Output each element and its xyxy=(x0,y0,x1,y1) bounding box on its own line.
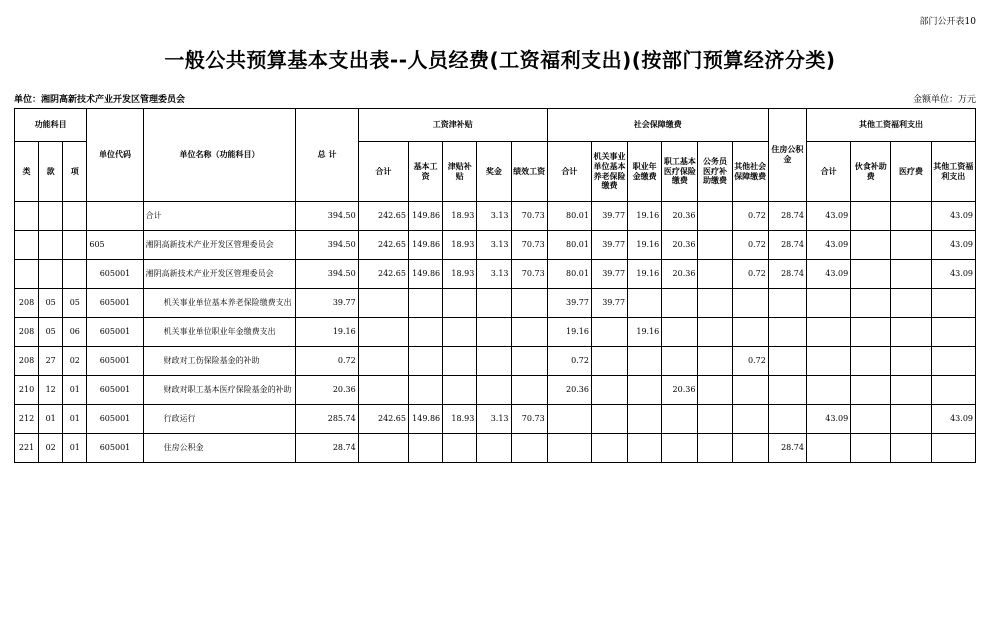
cell-kuan xyxy=(39,260,63,289)
cell-bonus xyxy=(477,289,511,318)
header-medical-fee: 医疗费 xyxy=(891,142,931,202)
cell-med-fee xyxy=(891,376,931,405)
cell-name: 合计 xyxy=(143,202,296,231)
cell-name: 行政运行 xyxy=(143,405,296,434)
cell-civil-med xyxy=(698,202,732,231)
cell-med-fee xyxy=(891,231,931,260)
cell-lei xyxy=(15,202,39,231)
cell-lei: 208 xyxy=(15,318,39,347)
cell-other-social: 0.72 xyxy=(732,202,768,231)
cell-other-welfare xyxy=(931,376,975,405)
cell-xiang xyxy=(63,231,87,260)
cell-perf: 70.73 xyxy=(511,405,547,434)
header-other-welfare: 其他工资福利支出 xyxy=(931,142,975,202)
cell-xiang: 01 xyxy=(63,434,87,463)
unit-label: 单位：湘阴高新技术产业开发区管理委员会 xyxy=(14,95,186,105)
header-func-subject: 功能科目 xyxy=(15,109,87,142)
cell-total: 394.50 xyxy=(296,260,358,289)
cell-xiang: 05 xyxy=(63,289,87,318)
cell-code xyxy=(87,202,143,231)
cell-housing xyxy=(768,405,806,434)
cell-xiang: 06 xyxy=(63,318,87,347)
cell-basic: 149.86 xyxy=(408,405,442,434)
cell-code: 605001 xyxy=(87,260,143,289)
header-meal: 伙食补助费 xyxy=(851,142,891,202)
cell-other-welfare xyxy=(931,318,975,347)
cell-medical xyxy=(662,347,698,376)
cell-xiang: 02 xyxy=(63,347,87,376)
cell-perf xyxy=(511,318,547,347)
header-other-group: 其他工资福利支出 xyxy=(806,109,975,142)
cell-civil-med xyxy=(698,376,732,405)
header-wage-total: 合计 xyxy=(358,142,408,202)
cell-pension xyxy=(591,405,627,434)
cell-annuity xyxy=(628,405,662,434)
cell-other-welfare: 43.09 xyxy=(931,231,975,260)
cell-other-total xyxy=(806,347,850,376)
cell-other-welfare xyxy=(931,434,975,463)
cell-code: 605001 xyxy=(87,289,143,318)
cell-xiang xyxy=(63,260,87,289)
cell-basic xyxy=(408,289,442,318)
cell-civil-med xyxy=(698,347,732,376)
cell-social-total: 39.77 xyxy=(547,289,591,318)
cell-other-social xyxy=(732,434,768,463)
cell-med-fee xyxy=(891,202,931,231)
cell-allow: 18.93 xyxy=(443,231,477,260)
cell-pension: 39.77 xyxy=(591,289,627,318)
cell-pension xyxy=(591,434,627,463)
cell-code: 605001 xyxy=(87,434,143,463)
cell-name: 财政对工伤保险基金的补助 xyxy=(143,347,296,376)
cell-civil-med xyxy=(698,231,732,260)
cell-name: 湘阴高新技术产业开发区管理委员会 xyxy=(143,231,296,260)
cell-other-welfare: 43.09 xyxy=(931,260,975,289)
cell-basic: 149.86 xyxy=(408,231,442,260)
header-unit-name: 单位名称（功能科目） xyxy=(143,109,296,202)
cell-code: 605 xyxy=(87,231,143,260)
cell-housing xyxy=(768,347,806,376)
cell-kuan: 05 xyxy=(39,289,63,318)
cell-med-fee xyxy=(891,260,931,289)
cell-code: 605001 xyxy=(87,405,143,434)
header-wage-group: 工资津补贴 xyxy=(358,109,547,142)
cell-medical xyxy=(662,318,698,347)
cell-kuan xyxy=(39,202,63,231)
cell-bonus: 3.13 xyxy=(477,405,511,434)
cell-annuity: 19.16 xyxy=(628,318,662,347)
cell-wage-total xyxy=(358,289,408,318)
cell-xiang: 01 xyxy=(63,376,87,405)
table-row xyxy=(15,405,976,434)
cell-perf: 70.73 xyxy=(511,260,547,289)
cell-meal xyxy=(851,260,891,289)
cell-xiang xyxy=(63,202,87,231)
header-lei: 类 xyxy=(15,142,39,202)
cell-basic xyxy=(408,318,442,347)
cell-pension: 39.77 xyxy=(591,260,627,289)
amount-unit-label: 金额单位：万元 xyxy=(912,95,976,105)
cell-other-welfare xyxy=(931,347,975,376)
header-social-group: 社会保障缴费 xyxy=(547,109,768,142)
cell-medical xyxy=(662,289,698,318)
cell-wage-total: 242.65 xyxy=(358,202,408,231)
cell-lei xyxy=(15,231,39,260)
cell-perf: 70.73 xyxy=(511,231,547,260)
cell-civil-med xyxy=(698,434,732,463)
cell-housing xyxy=(768,289,806,318)
cell-other-welfare: 43.09 xyxy=(931,405,975,434)
cell-other-total: 43.09 xyxy=(806,231,850,260)
cell-other-social xyxy=(732,289,768,318)
cell-other-social xyxy=(732,318,768,347)
header-unit-code: 单位代码 xyxy=(87,109,143,202)
cell-wage-total xyxy=(358,347,408,376)
cell-housing: 28.74 xyxy=(768,434,806,463)
cell-pension xyxy=(591,347,627,376)
cell-lei xyxy=(15,260,39,289)
cell-basic xyxy=(408,376,442,405)
cell-kuan xyxy=(39,231,63,260)
cell-total: 0.72 xyxy=(296,347,358,376)
cell-basic: 149.86 xyxy=(408,260,442,289)
header-basic-wage: 基本工资 xyxy=(408,142,442,202)
cell-pension: 39.77 xyxy=(591,202,627,231)
header-social-total: 合计 xyxy=(547,142,591,202)
table-row xyxy=(15,260,976,289)
header-pension: 机关事业单位基本养老保险缴费 xyxy=(591,142,627,202)
cell-meal xyxy=(851,318,891,347)
cell-meal xyxy=(851,202,891,231)
cell-other-welfare: 43.09 xyxy=(931,202,975,231)
cell-housing: 28.74 xyxy=(768,260,806,289)
header-bonus: 奖金 xyxy=(477,142,511,202)
cell-annuity: 19.16 xyxy=(628,260,662,289)
header-kuan: 款 xyxy=(39,142,63,202)
cell-annuity xyxy=(628,434,662,463)
cell-kuan: 27 xyxy=(39,347,63,376)
cell-perf: 70.73 xyxy=(511,202,547,231)
header-xiang: 项 xyxy=(63,142,87,202)
cell-med-fee xyxy=(891,318,931,347)
cell-wage-total xyxy=(358,434,408,463)
cell-xiang: 01 xyxy=(63,405,87,434)
table-row xyxy=(15,202,976,231)
cell-total: 28.74 xyxy=(296,434,358,463)
cell-wage-total: 242.65 xyxy=(358,231,408,260)
cell-social-total xyxy=(547,405,591,434)
header-medical: 职工基本医疗保险缴费 xyxy=(662,142,698,202)
cell-medical: 20.36 xyxy=(662,260,698,289)
cell-meal xyxy=(851,289,891,318)
cell-wage-total xyxy=(358,318,408,347)
cell-medical xyxy=(662,434,698,463)
table-row xyxy=(15,376,976,405)
cell-lei: 208 xyxy=(15,289,39,318)
cell-allow xyxy=(443,318,477,347)
cell-pension xyxy=(591,376,627,405)
cell-social-total: 80.01 xyxy=(547,231,591,260)
cell-name: 财政对职工基本医疗保险基金的补助 xyxy=(143,376,296,405)
cell-other-total: 43.09 xyxy=(806,202,850,231)
cell-allow: 18.93 xyxy=(443,202,477,231)
cell-perf xyxy=(511,289,547,318)
cell-medical xyxy=(662,405,698,434)
cell-allow: 18.93 xyxy=(443,260,477,289)
cell-allow xyxy=(443,434,477,463)
cell-wage-total xyxy=(358,376,408,405)
cell-other-welfare xyxy=(931,289,975,318)
cell-other-total xyxy=(806,376,850,405)
cell-total: 394.50 xyxy=(296,231,358,260)
cell-other-total xyxy=(806,289,850,318)
budget-table xyxy=(14,108,976,463)
cell-civil-med xyxy=(698,318,732,347)
cell-annuity: 19.16 xyxy=(628,202,662,231)
cell-lei: 210 xyxy=(15,376,39,405)
cell-housing xyxy=(768,376,806,405)
cell-perf xyxy=(511,434,547,463)
cell-total: 39.77 xyxy=(296,289,358,318)
table-row xyxy=(15,347,976,376)
cell-meal xyxy=(851,376,891,405)
cell-annuity xyxy=(628,376,662,405)
cell-wage-total: 242.65 xyxy=(358,405,408,434)
cell-civil-med xyxy=(698,405,732,434)
cell-bonus xyxy=(477,434,511,463)
header-other-total: 合计 xyxy=(806,142,850,202)
table-row xyxy=(15,318,976,347)
cell-allow xyxy=(443,376,477,405)
cell-civil-med xyxy=(698,289,732,318)
cell-kuan: 01 xyxy=(39,405,63,434)
page-title: 一般公共预算基本支出表--人员经费(工资福利支出)(按部门预算经济分类) xyxy=(164,48,836,72)
cell-annuity: 19.16 xyxy=(628,231,662,260)
cell-medical: 20.36 xyxy=(662,231,698,260)
cell-allow: 18.93 xyxy=(443,405,477,434)
cell-other-social: 0.72 xyxy=(732,231,768,260)
cell-other-total: 43.09 xyxy=(806,405,850,434)
cell-medical: 20.36 xyxy=(662,376,698,405)
table-header xyxy=(15,109,976,202)
cell-other-social xyxy=(732,405,768,434)
table-row xyxy=(15,289,976,318)
cell-lei: 208 xyxy=(15,347,39,376)
document-tag: 部门公开表10 xyxy=(919,17,976,27)
cell-other-total xyxy=(806,318,850,347)
cell-allow xyxy=(443,347,477,376)
cell-name: 湘阴高新技术产业开发区管理委员会 xyxy=(143,260,296,289)
cell-basic: 149.86 xyxy=(408,202,442,231)
header-other-social: 其他社会保障缴费 xyxy=(732,142,768,202)
cell-bonus: 3.13 xyxy=(477,202,511,231)
cell-medical: 20.36 xyxy=(662,202,698,231)
cell-pension xyxy=(591,318,627,347)
cell-bonus: 3.13 xyxy=(477,260,511,289)
cell-social-total: 80.01 xyxy=(547,202,591,231)
cell-social-total: 0.72 xyxy=(547,347,591,376)
cell-bonus: 3.13 xyxy=(477,231,511,260)
header-housing: 住房公积金 xyxy=(768,109,806,202)
cell-other-social: 0.72 xyxy=(732,347,768,376)
header-annuity: 职业年金缴费 xyxy=(628,142,662,202)
cell-med-fee xyxy=(891,405,931,434)
cell-med-fee xyxy=(891,347,931,376)
cell-total: 285.74 xyxy=(296,405,358,434)
cell-social-total: 19.16 xyxy=(547,318,591,347)
header-civil-medical: 公务员医疗补助缴费 xyxy=(698,142,732,202)
table-body xyxy=(15,202,976,463)
cell-code: 605001 xyxy=(87,318,143,347)
cell-med-fee xyxy=(891,289,931,318)
cell-other-total: 43.09 xyxy=(806,260,850,289)
cell-other-total xyxy=(806,434,850,463)
header-performance: 绩效工资 xyxy=(511,142,547,202)
cell-total: 20.36 xyxy=(296,376,358,405)
cell-med-fee xyxy=(891,434,931,463)
cell-allow xyxy=(443,289,477,318)
header-total: 总 计 xyxy=(296,109,358,202)
cell-total: 394.50 xyxy=(296,202,358,231)
cell-meal xyxy=(851,347,891,376)
cell-social-total xyxy=(547,434,591,463)
cell-civil-med xyxy=(698,260,732,289)
cell-total: 19.16 xyxy=(296,318,358,347)
cell-kuan: 12 xyxy=(39,376,63,405)
cell-kuan: 05 xyxy=(39,318,63,347)
cell-meal xyxy=(851,405,891,434)
cell-basic xyxy=(408,434,442,463)
cell-housing: 28.74 xyxy=(768,231,806,260)
cell-name: 住房公积金 xyxy=(143,434,296,463)
cell-housing xyxy=(768,318,806,347)
cell-meal xyxy=(851,434,891,463)
cell-social-total: 20.36 xyxy=(547,376,591,405)
cell-other-social xyxy=(732,376,768,405)
cell-annuity xyxy=(628,289,662,318)
cell-lei: 221 xyxy=(15,434,39,463)
cell-code: 605001 xyxy=(87,376,143,405)
cell-basic xyxy=(408,347,442,376)
cell-bonus xyxy=(477,318,511,347)
cell-annuity xyxy=(628,347,662,376)
table-row xyxy=(15,231,976,260)
cell-housing: 28.74 xyxy=(768,202,806,231)
cell-name: 机关事业单位职业年金缴费支出 xyxy=(143,318,296,347)
header-allowance: 津贴补贴 xyxy=(443,142,477,202)
cell-perf xyxy=(511,376,547,405)
cell-code: 605001 xyxy=(87,347,143,376)
cell-wage-total: 242.65 xyxy=(358,260,408,289)
cell-bonus xyxy=(477,347,511,376)
cell-pension: 39.77 xyxy=(591,231,627,260)
cell-meal xyxy=(851,231,891,260)
cell-social-total: 80.01 xyxy=(547,260,591,289)
cell-perf xyxy=(511,347,547,376)
table-row xyxy=(15,434,976,463)
cell-name: 机关事业单位基本养老保险缴费支出 xyxy=(143,289,296,318)
cell-other-social: 0.72 xyxy=(732,260,768,289)
cell-kuan: 02 xyxy=(39,434,63,463)
cell-lei: 212 xyxy=(15,405,39,434)
cell-bonus xyxy=(477,376,511,405)
